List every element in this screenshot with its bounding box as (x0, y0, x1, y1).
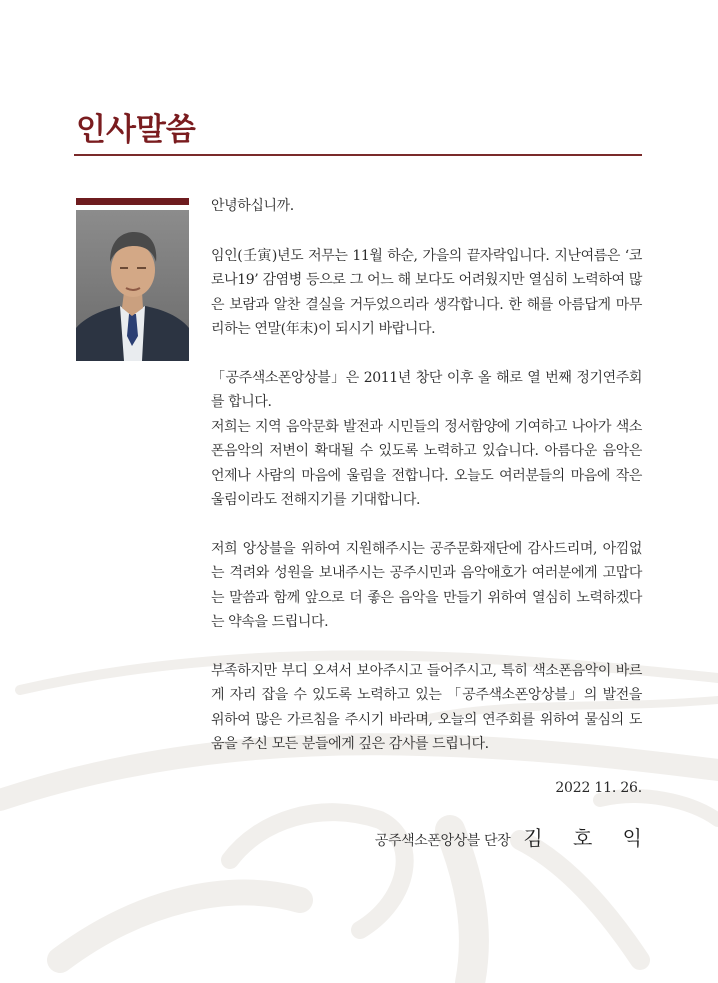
photo-accent-bar (76, 198, 189, 205)
letter-paragraph: 저희 앙상블을 위하여 지원해주시는 공주문화재단에 감사드리며, 아낌없는 격려와 성원을 보내주시는 공주시민과 음악애호가 여러분에게 고맙다는 말씀과 함께 앞으로 더 좋은 음악을 만들기 위하여 열심히 노력하겠다는 약속을 드립니다. (211, 540, 642, 630)
letter-date: 2022 11. 26. (555, 780, 642, 796)
letter-paragraph: 임인(壬寅)년도 저무는 11월 하순, 가을의 끝자락입니다. 지난여름은 ‘코로나19’ 감염병 등으로 그 어느 해 보다도 어려웠지만 열심히 노력하여 많은 보람과 알찬 결실을 거두었으리라 생각합니다. 한 해를 아름답게 마무리하는 연말(年末)이 되시기 바랍니다. (211, 247, 642, 337)
portrait-photo (76, 210, 189, 361)
greeting-letter (211, 194, 642, 781)
title-divider (74, 154, 642, 156)
letter-greeting: 안녕하십니까. (211, 198, 294, 214)
page-title: 인사말씀 (76, 112, 196, 148)
letter-paragraph: 「공주색소폰앙상블」은 2011년 창단 이후 올 해로 열 번째 정기연주회를 합니다. (211, 369, 642, 410)
signer-name: 김 호 익 (523, 826, 654, 850)
signature-block (374, 822, 654, 851)
letter-paragraph: 부족하지만 부디 오셔서 보아주시고 들어주시고, 특히 색소폰음악이 바르게 자리 잡을 수 있도록 노력하고 있는 「공주색소폰앙상블」의 발전을 위하여 많은 가르침을 주시기 바라며, 오늘의 연주회를 위하여 물심의 도움을 주신 모든 분들에게 깊은 감사를 드립니다. (211, 662, 642, 752)
signer-title: 공주색소폰앙상블 단장 (374, 833, 511, 849)
letter-paragraph: 저희는 지역 음악문화 발전과 시민들의 정서함양에 기여하고 나아가 색소폰음악의 저변이 확대될 수 있도록 노력하고 있습니다. 아름다운 음악은 언제나 사람의 마음에 울림을 전합니다. 오늘도 여러분들의 마음에 작은 울림이라도 전해지기를 기대합니다. (211, 418, 642, 508)
